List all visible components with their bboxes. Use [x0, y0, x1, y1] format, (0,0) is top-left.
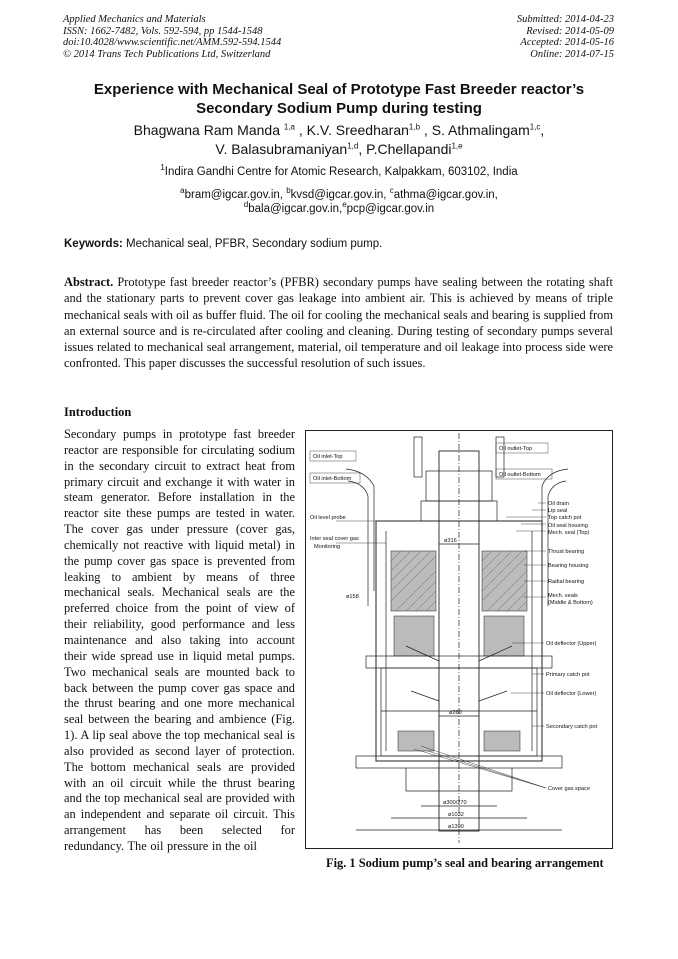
author-sup: 1,a	[283, 122, 295, 132]
label-radial-bearing: Radial bearing	[548, 579, 585, 585]
introduction-text: Secondary pumps in prototype fast breeder reactor are responsible for circulating sodium in the secondary circuit to extract heat from primary circuit and exchange it with water in steam generator. Before installation in the reactor site these pumps are tested in water. The cover gas under pressure (cover gas, chemically not reactive with liquid metal) in the pump cover gas space is prevented from leaking to ambient by means of three mechanical seals. Mechanical seals are the preferred choice from the point of view of their reliability, good performance and less maintenance and also taking into account their wide spread use in liquid metal pumps. Two mechanical seals are mounted back to back between the pump cover gas space and the thrust bearing and one more mechanical seal between the bearing and ambience (Fig. 1). A lip seal above the top mechanical seal is also provided as second layer of protection. The bottom mechanical seals are provided with an oil circuit while the thrust bearing and the top mechanical seal are provided with an independent and separate oil circuit. This arrangement has been selected for redundancy. The oil pressure in the oil	[64, 427, 295, 853]
email-sup: b	[286, 186, 291, 196]
oil-outlet-bottom-pipe	[548, 481, 566, 606]
label-dim-300-270: ø300/270	[443, 800, 467, 806]
emails-line-1	[40, 188, 638, 202]
author-name: , P.Chellapandi	[358, 141, 452, 157]
author-name: , K.V. Sreedharan	[295, 122, 409, 138]
label-dim-158: ø158	[346, 594, 359, 600]
label-oil-outlet-top: Oil outlet-Top	[499, 446, 532, 452]
label-primary-catch-pot: Primary catch pot	[546, 672, 590, 678]
oil-inlet-bottom-pipe	[348, 481, 368, 606]
author-name: Bhagwana Ram Manda	[133, 122, 284, 138]
affiliation-sup: 1	[160, 163, 165, 173]
date-online: Online: 2014-07-15	[530, 48, 614, 60]
journal-doi[interactable]: doi:10.4028/www.scientific.net/AMM.592-594.1544	[63, 37, 282, 49]
keywords	[64, 238, 382, 250]
label-middle-bottom: (Middle & Bottom)	[548, 600, 593, 606]
emails-line-2	[40, 202, 638, 216]
email-sup: d	[243, 200, 249, 210]
email-link[interactable]: athma@igcar.gov.in,	[393, 189, 498, 201]
author-emails	[40, 188, 638, 216]
seal-bearing-drawing	[306, 431, 612, 848]
email-link[interactable]: bala@igcar.gov.in,	[248, 203, 343, 215]
label-top-catch-pot: Top catch pot	[548, 515, 582, 521]
oil-inlet-top-pipe	[346, 469, 374, 591]
label-lip-seal: Lip seal	[548, 508, 568, 514]
author-name: V. Balasubramaniyan	[215, 141, 348, 157]
paper-title	[40, 80, 638, 118]
figure-1	[305, 430, 613, 849]
email-sup: a	[180, 186, 185, 196]
label-inter-seal-cover-gas: Inter seal cover gas	[310, 536, 359, 542]
journal-issn: ISSN: 1662-7482, Vols. 592-594, pp 1544-1548	[63, 25, 263, 37]
label-oil-inlet-bottom: Oil inlet-Bottom	[313, 476, 352, 482]
label-dim-1390: ø1390	[448, 824, 464, 830]
email-link[interactable]: kvsd@igcar.gov.in,	[290, 189, 390, 201]
left-top-pipe	[414, 437, 422, 477]
label-dim-1032: ø1032	[448, 812, 464, 818]
email-link[interactable]: bram@igcar.gov.in,	[184, 189, 287, 201]
label-cover-gas-space: Cover gas space	[548, 786, 590, 792]
label-monitoring: Monitoring	[314, 544, 341, 550]
label-oil-level-probe: Oil level probe	[310, 515, 346, 521]
label-oil-deflector-lower: Oil deflector (Lower)	[546, 691, 597, 697]
journal-info	[63, 14, 281, 60]
journal-name: Applied Mechanics and Materials	[63, 14, 206, 25]
label-oil-deflector-upper: Oil deflector (Upper)	[546, 641, 597, 647]
author-line-1	[40, 121, 638, 140]
email-sup: c	[389, 186, 394, 196]
right-lower-block	[484, 731, 520, 751]
left-lower-block	[398, 731, 434, 751]
right-bearing-block	[482, 551, 527, 611]
title-line-2: Secondary Sodium Pump during testing	[196, 100, 482, 117]
author-list	[40, 121, 638, 159]
date-revised: Revised: 2014-05-09	[526, 25, 614, 37]
date-accepted: Accepted: 2014-05-16	[520, 37, 614, 49]
label-bearing-housing: Bearing housing	[548, 563, 589, 569]
email-sup: e	[342, 200, 347, 210]
label-secondary-catch-pot: Secondary catch pot	[546, 724, 597, 730]
date-submitted: Submitted: 2014-04-23	[516, 14, 614, 25]
introduction-heading: Introduction	[64, 405, 132, 419]
abstract-text: Prototype fast breeder reactor’s (PFBR) secondary pumps have sealing between the rotating shaft and the stationary parts to prevent cover gas leakage into ambient air. This is achieved by means of triple mechanical seals with oil as buffer fluid. The oil for cooling the mechanical seals and bearing is supplied from an external source and is re-circulated after cooling and cleaning. During testing of secondary pumps several issues related to mechanical seal arrangement, material, oil temperature and oil leakage into process side were confronted. This paper discusses the successful resolution of such issues.	[64, 275, 613, 371]
author-name: , S. Athmalingam	[420, 122, 530, 138]
label-dim-316: ø316	[444, 538, 457, 544]
label-oil-inlet-top: Oil inlet-Top	[313, 454, 343, 460]
journal-copyright: © 2014 Trans Tech Publications Ltd, Switzerland	[63, 48, 271, 60]
author-sup: 1,c	[529, 122, 541, 132]
label-dim-260: ø260	[449, 710, 462, 716]
keywords-label: Keywords:	[64, 238, 123, 250]
keywords-text: Mechanical seal, PFBR, Secondary sodium pump.	[122, 238, 383, 250]
abstract	[64, 274, 613, 372]
email-link[interactable]: pcp@igcar.gov.in	[346, 203, 435, 215]
label-mech-seals: Mech. seals	[548, 593, 578, 599]
affiliation-text: Indira Gandhi Centre for Atomic Research, Kalpakkam, 603102, India	[164, 166, 518, 178]
label-oil-seal-housing: Oil seal housing	[548, 523, 588, 529]
author-sup: 1,b	[408, 122, 421, 132]
affiliation	[40, 165, 638, 179]
author-sup: 1,e	[451, 141, 463, 151]
label-oil-drain: Oil drain	[548, 501, 569, 507]
title-line-1: Experience with Mechanical Seal of Prototype Fast Breeder reactor’s	[93, 81, 585, 98]
label-thrust-bearing: Thrust bearing	[548, 549, 585, 555]
submission-dates	[517, 14, 614, 60]
left-bearing-block	[391, 551, 436, 611]
figure-caption: Fig. 1 Sodium pump’s seal and bearing arrangement	[326, 856, 604, 870]
label-mech-seal-top: Mech. seal (Top)	[548, 530, 590, 536]
author-separator: ,	[540, 122, 545, 138]
author-line-2	[40, 140, 638, 159]
author-sup: 1,d	[347, 141, 359, 151]
abstract-label: Abstract.	[64, 275, 114, 289]
label-oil-outlet-bottom: Oil outlet-Bottom	[499, 472, 541, 478]
